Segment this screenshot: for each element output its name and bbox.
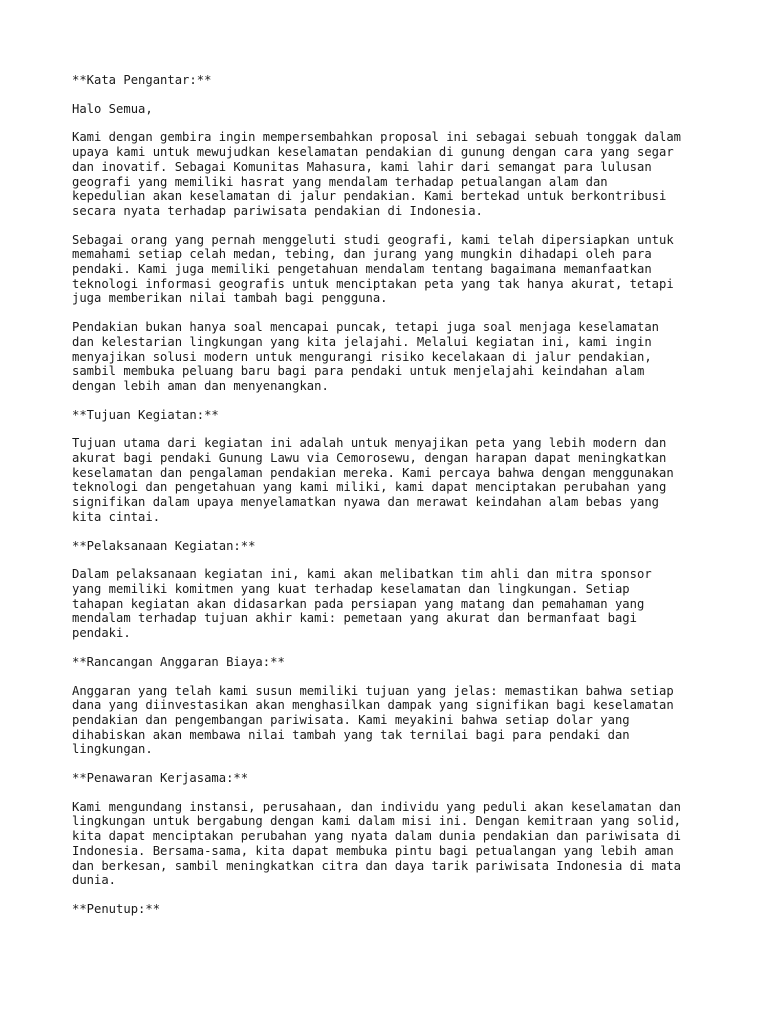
tujuan-paragraph: Tujuan utama dari kegiatan ini adalah untuk menyajikan peta yang lebih modern dan akurat bagi pendaki Gunung Lawu via Cemorosewu, dengan harapan dapat meningkatkan keselamatan dan pengalaman pendakian mereka. Kami percaya bahwa dengan menggunakan teknologi dan pengetahuan yang kami miliki, kami dapat menciptakan perubahan yang signifikan dalam upaya menyelamatkan nyawa dan merawat keindahan alam bebas yang kita cintai. — [72, 436, 674, 524]
heading-penutup: **Penutup:** — [72, 901, 161, 916]
heading-pelaksanaan-kegiatan: **Pelaksanaan Kegiatan:** — [72, 538, 256, 553]
kerjasama-paragraph: Kami mengundang instansi, perusahaan, dan individu yang peduli akan keselamatan dan lingkungan untuk bergabung dengan kami dalam misi ini. Dengan kemitraan yang solid, kita dapat menciptakan perubahan yang nyata dalam dunia pendakian dan pariwisata di Indonesia. Bersama-sama, kita dapat membuka pintu bagi petualangan yang lebih aman dan berkesan, sambil meningkatkan citra dan daya tarik pariwisata Indonesia di mata dunia. — [72, 799, 682, 888]
anggaran-paragraph: Anggaran yang telah kami susun memiliki tujuan yang jelas: memastikan bahwa setiap dana yang diinvestasikan akan menghasilkan dampak yang signifikan bagi keselamatan pendakian dan pengembangan pariwisata. Kami meyakini bahwa setiap dolar yang dihabiskan akan membawa nilai tambah yang tak ternilai bagi para pendaki dan lingkungan. — [72, 683, 674, 757]
pelaksanaan-paragraph: Dalam pelaksanaan kegiatan ini, kami akan melibatkan tim ahli dan mitra sponsor yang memiliki komitmen yang kuat terhadap keselamatan dan lingkungan. Setiap tahapan kegiatan akan didasarkan pada persiapan yang matang dan pemahaman yang mendalam terhadap tujuan akhir kami: pemetaan yang akurat dan bermanfaat bagi pendaki. — [72, 567, 652, 641]
greeting-paragraph: Halo Semua, — [72, 101, 153, 116]
heading-rancangan-anggaran: **Rancangan Anggaran Biaya:** — [72, 654, 285, 669]
intro-paragraph-3: Pendakian bukan hanya soal mencapai puncak, tetapi juga soal menjaga keselamatan dan kelestarian lingkungan yang kita jelajahi. Melalui kegiatan ini, kami ingin menyajikan solusi modern untuk mengurangi risiko kecelakaan di jalur pendakian, sambil membuka peluang baru bagi para pendaki untuk menjelajahi keindahan alam dengan lebih aman dan menyenangkan. — [72, 320, 659, 393]
intro-paragraph-1: Kami dengan gembira ingin mempersembahkan proposal ini sebagai sebuah tonggak dalam upaya kami untuk mewujudkan keselamatan pendakian di gunung dengan cara yang segar dan inovatif. Sebagai Komunitas Mahasura, kami lahir dari semangat para lulusan geografi yang memiliki hasrat yang mendalam terhadap petualangan alam dan kepedulian akan keselamatan di jalur pendakian. Kami bertekad untuk berkontribusi secara nyata terhadap pariwisata pendakian di Indonesia. — [72, 130, 682, 218]
heading-penawaran-kerjasama: **Penawaran Kerjasama:** — [72, 771, 249, 786]
heading-kata-pengantar: **Kata Pengantar:** — [72, 73, 212, 87]
heading-tujuan-kegiatan: **Tujuan Kegiatan:** — [72, 407, 219, 422]
intro-paragraph-2: Sebagai orang yang pernah menggeluti studi geografi, kami telah dipersiapkan untuk memahami setiap celah medan, tebing, dan jurang yang mungkin dihadapi oleh para pendaki. Kami juga memiliki pengetahuan mendalam tentang bagaimana memanfaatkan teknologi informasi geografis untuk menciptakan peta yang tak hanya akurat, tetapi juga memberikan nilai tambah bagi pengguna. — [72, 232, 674, 306]
